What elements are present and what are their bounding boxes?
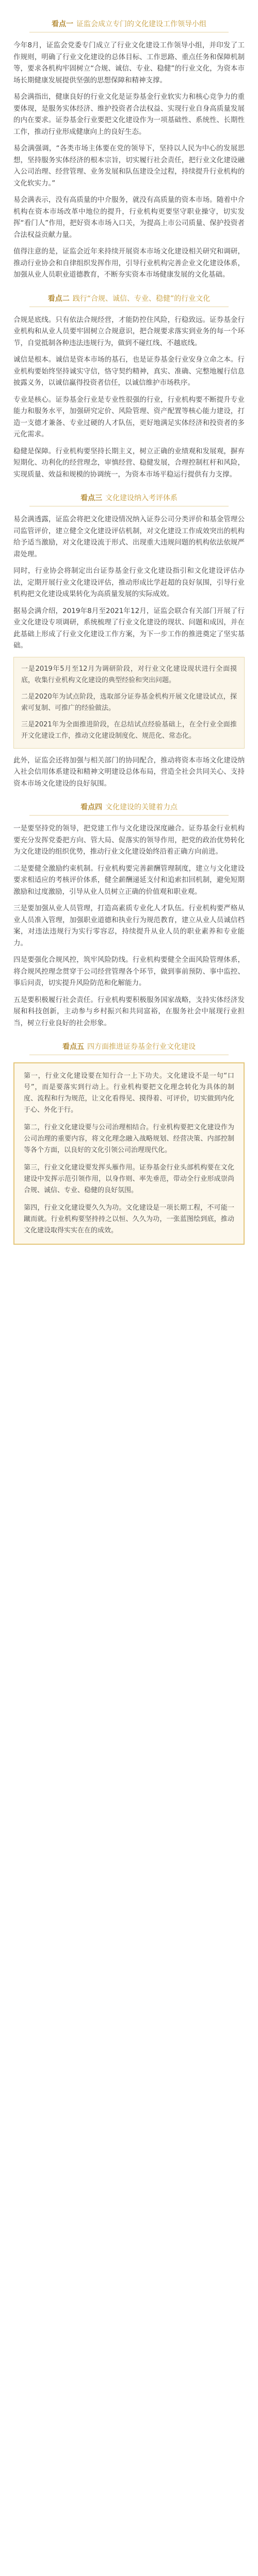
- section-4-para-1: 一是要坚持党的领导，把党建工作与文化建设深度融合。证券基金行业机构要充分发挥党委把方向、管大局、促落实的领导作用，把党的政治优势转化为文化建设的组织优势，推动行业文化建设始终沿着正确方向前进。: [13, 824, 245, 856]
- section-1-para-2: 易会满指出，健康良好的行业文化是证券基金行业软实力和核心竞争力的重要体现，是服务实体经济、维护投资者合法权益、实现行业自身高质量发展的内在要求。证券基金行业要把文化建设作为一项基础性、系统性、长期性工作，推动行业形成健康向上的良好生态。: [13, 93, 245, 136]
- section-5-heading: 四方面推进证券基金行业文化建设: [87, 1043, 196, 1051]
- section-2-para-4: 稳健是保障。行业机构要坚持长期主义，树立正确的业绩观和发展观，摒弃短期化、功利化的经营理念，审慎经营、稳健发展，合理控制杠杆和风险，实现质量、效益和规模的协调统一，为资本市场平稳运行提供有力支撑。: [13, 447, 245, 479]
- section-4-para-5: 五是要积极履行社会责任。行业机构要积极服务国家战略，支持实体经济发展和科技创新，主动参与乡村振兴和共同富裕，在服务社会中展现行业担当，树立行业良好的社会形象。: [13, 995, 245, 1027]
- section-1-para-1: 今年8月，证监会党委专门成立了行业文化建设工作领导小组，并印发了工作规则，明确了行业文化建设的总体目标、工作思路、重点任务和保障机制等，要求各机构牢固树立“合规、诚信、专业、稳健”的行业文化，为资本市场长期健康发展提供坚强的思想保障和精神支撑。: [13, 41, 245, 84]
- section-3-para-3: 据易会满介绍，2019年8月至2021年12月，证监会联合有关部门开展了行业文化建设专项调研，系统梳理了行业文化建设的现状、问题和成因，并在此基础上形成了行业文化建设工作方案，为下一步工作的推进奠定了坚实基础。: [13, 606, 245, 650]
- section-5-box-4: 第四，行业文化建设要久久为功。文化建设是一项长期工程，不可能一蹴而就。行业机构要坚持持之以恒、久久为功，一张蓝图绘到底，推动文化建设取得实实在在的成效。: [24, 1204, 234, 1234]
- section-1-para-4: 易会满表示，没有高质量的中介服务，就没有高质量的资本市场。随着中介机构在资本市场改革中地位的提升，行业机构更要坚守职业操守，切实发挥“看门人”作用，把好资本市场入口关，为提高上市公司质量、保护投资者合法权益贡献力量。: [13, 196, 245, 239]
- section-5-box-2: 第二，行业文化建设要与公司治理相结合。行业机构要把文化建设作为公司治理的重要内容，将文化理念融入战略规划、经营决策、内部控制等各个方面，以良好的文化引领公司治理现代化。: [24, 1124, 234, 1154]
- section-3-quote-3: 三是2021年为全面推进阶段，在总结试点经验基础上，在全行业全面推开文化建设工作，推动文化建设制度化、规范化、常态化。: [21, 720, 237, 740]
- section-1-para-3: 易会满强调，“各类市场主体要在党的领导下，坚持以人民为中心的发展思想，坚持服务实体经济的根本宗旨，切实履行社会责任，把行业文化建设融入公司治理、经营管理、业务发展和队伍建设全过程，持续提升行业机构的文化软实力。”: [13, 144, 245, 188]
- section-3-quote-1: 一是2019年5月至12月为调研阶段，对行业文化建设现状进行全面摸底，收集行业机构文化建设的典型经验和突出问题。: [21, 665, 237, 684]
- section-3-tag: 看点三: [80, 494, 102, 502]
- section-3-title: [29, 489, 228, 506]
- section-2-heading: 践行“合规、诚信、专业、稳健”的行业文化: [72, 294, 211, 303]
- section-1-title: [29, 15, 228, 32]
- section-3-para-2: 同时，行业协会将制定出台证券基金行业文化建设指引和文化建设评估办法，定期开展行业文化建设评估，推动形成比学赶超的良好氛围，引导行业机构把文化建设成果转化为高质量发展的实际成效。: [13, 567, 245, 598]
- section-2-para-1: 合规是底线。只有依法合规经营，才能防控住风险，行稳致远。证券基金行业机构和从业人员要牢固树立合规意识，把合规要求落实到业务的每一个环节，自觉抵制各种违法违规行为，做到不碰红线、不越底线。: [13, 315, 245, 347]
- section-4-heading: 文化建设的关键着力点: [105, 803, 178, 811]
- section-1-heading: 证监会成立专门的文化建设工作领导小组: [76, 20, 206, 28]
- section-2-para-3: 专业是核心。证券基金行业是专业性很强的行业，行业机构要不断提升专业能力和服务水平，加强研究定价、风险管理、资产配置等核心能力建设，打造一支德才兼备、专业过硬的人才队伍，更好地满足实体经济和投资者的多元化需求。: [13, 395, 245, 438]
- section-2-para-2: 诚信是根本。诚信是资本市场的基石，也是证券基金行业安身立命之本。行业机构要始终坚持诚实守信，恪守契约精神，真实、准确、完整地履行信息披露义务，以诚信赢得投资者信任，以诚信维护市场秩序。: [13, 355, 245, 387]
- section-4-tag: 看点四: [80, 803, 102, 811]
- section-5-tag: 看点五: [62, 1043, 84, 1051]
- section-5-box-3: 第三，行业文化建设要发挥头雁作用。证券基金行业头部机构要在文化建设中发挥示范引领作用，以身作则、率先垂范，带动全行业形成崇尚合规、诚信、专业、稳健的良好氛围。: [24, 1164, 234, 1194]
- section-2-tag: 看点二: [47, 294, 70, 303]
- section-4-para-3: 三是要加强从业人员管理，打造高素质专业化人才队伍。行业机构要严格从业人员准入管理，加强职业道德和执业行为规范教育，建立从业人员诚信档案，对违法违规行为实行零容忍，持续提升从业人员的职业素养和专业能力。: [13, 904, 245, 947]
- section-4-para-2: 二是要健全激励约束机制。行业机构要完善薪酬管理制度，建立与文化建设要求相适应的考核评价体系，健全薪酬递延支付和追索扣回机制，避免短期激励和过度激励，引导从业人员树立正确的价值观和职业观。: [13, 864, 245, 896]
- section-5-title: [29, 1038, 228, 1055]
- section-3-para-1: 易会满透露，证监会将把文化建设情况纳入证券公司分类评价和基金管理公司监管评价，建立健全文化建设评估机制，对文化建设工作成效突出的机构给予适当激励，对文化建设流于形式、出现重大违规问题的机构依法依规严肃处理。: [13, 515, 245, 558]
- section-5-box: [13, 1062, 245, 1245]
- section-3-heading: 文化建设纳入考评体系: [105, 494, 178, 502]
- section-4-title: [29, 799, 228, 816]
- section-3-after-1: 此外，证监会还将加强与相关部门的协同配合，推动将资本市场文化建设纳入社会信用体系建设和精神文明建设总体布局，营造全社会共同关心、支持资本市场文化建设的良好氛围。: [13, 756, 245, 788]
- section-3-quote-2: 二是2020年为试点阶段，选取部分证券基金机构开展文化建设试点，探索可复制、可推广的经验做法。: [21, 692, 237, 712]
- section-5-box-1: 第一，行业文化建设要在知行合一上下功夫。文化建设不是一句“口号”，而是要落实到行动上。行业机构要把文化理念转化为具体的制度、流程和行为规范，让文化看得见、摸得着、可评价，切实做到内化于心、外化于行。: [24, 1072, 234, 1114]
- section-2-title: [29, 290, 228, 307]
- article-content: [0, 0, 258, 1245]
- section-3-quote: [13, 657, 245, 749]
- section-1-para-5: 值得注意的是，证监会近年来持续开展资本市场文化建设相关研究和调研，推动行业协会和自律组织发挥作用，引导行业机构完善企业文化建设体系，加强从业人员职业道德教育，不断夯实资本市场健康发展的文化基础。: [13, 247, 245, 279]
- section-1-tag: 看点一: [51, 20, 73, 28]
- section-4-para-4: 四是要强化合规风控，筑牢风险防线。行业机构要健全全面风险管理体系，将合规风控理念贯穿于公司经营管理各个环节，做到事前预防、事中监控、事后问责，切实提升风险防范和化解能力。: [13, 956, 245, 987]
